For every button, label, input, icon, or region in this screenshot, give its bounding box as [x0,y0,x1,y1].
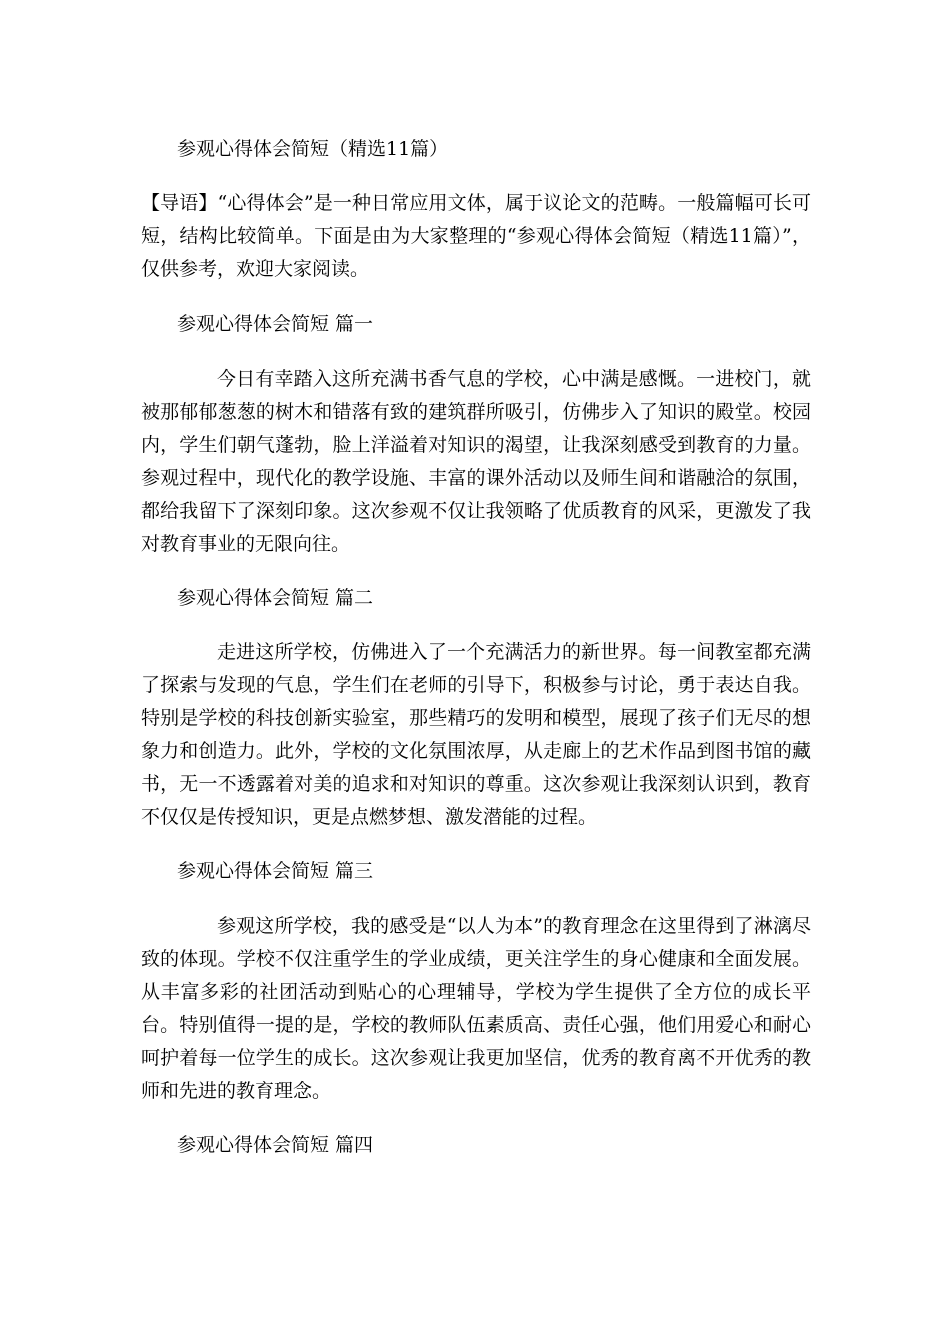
section-heading-2: 参观心得体会简短 篇二 [177,587,374,609]
section-heading-4: 参观心得体会简短 篇四 [177,1134,374,1156]
section-body-3: 参观这所学校，我的感受是“以人为本”的教育理念在这里得到了淋漓尽致的体现。学校不仅注重学生的学业成绩，更关注学生的身心健康和全面发展。从丰富多彩的社团活动到贴心的心理辅导，学校为学生提供了全方位的成长平台。特别值得一提的是，学校的教师队伍素质高、责任心强，他们用爱心和耐心呵护着每一位学生的成长。这次参观让我更加坚信，优秀的教育离不开优秀的教师和先进的教育理念。 [141,915,811,1102]
section-heading-3: 参观心得体会简短 篇三 [177,860,374,882]
section-body-2: 走进这所学校，仿佛进入了一个充满活力的新世界。每一间教室都充满了探索与发现的气息，学生们在老师的引导下，积极参与讨论，勇于表达自我。特别是学校的科技创新实验室，那些精巧的发明和模型，展现了孩子们无尽的想象力和创造力。此外，学校的文化氛围浓厚，从走廊上的艺术作品到图书馆的藏书，无一不透露着对美的追求和对知识的尊重。这次参观让我深刻认识到，教育不仅仅是传授知识，更是点燃梦想、激发潜能的过程。 [141,641,811,828]
section-body-1: 今日有幸踏入这所充满书香气息的学校，心中满是感慨。一进校门，就被那郁郁葱葱的树木和错落有致的建筑群所吸引，仿佛步入了知识的殿堂。校园内，学生们朝气蓬勃，脸上洋溢着对知识的渴望，让我深刻感受到教育的力量。参观过程中，现代化的教学设施、丰富的课外活动以及师生间和谐融洽的氛围，都给我留下了深刻印象。这次参观不仅让我领略了优质教育的风采，更激发了我对教育事业的无限向往。 [141,368,811,555]
intro-paragraph: 【导语】“心得体会”是一种日常应用文体，属于议论文的范畴。一般篇幅可长可短，结构比较简单。下面是由为大家整理的“参观心得体会简短（精选11篇）”，仅供参考，欢迎大家阅读。 [141,192,811,280]
document-title: 参观心得体会简短（精选11篇） [177,138,449,160]
section-heading-1: 参观心得体会简短 篇一 [177,313,374,335]
